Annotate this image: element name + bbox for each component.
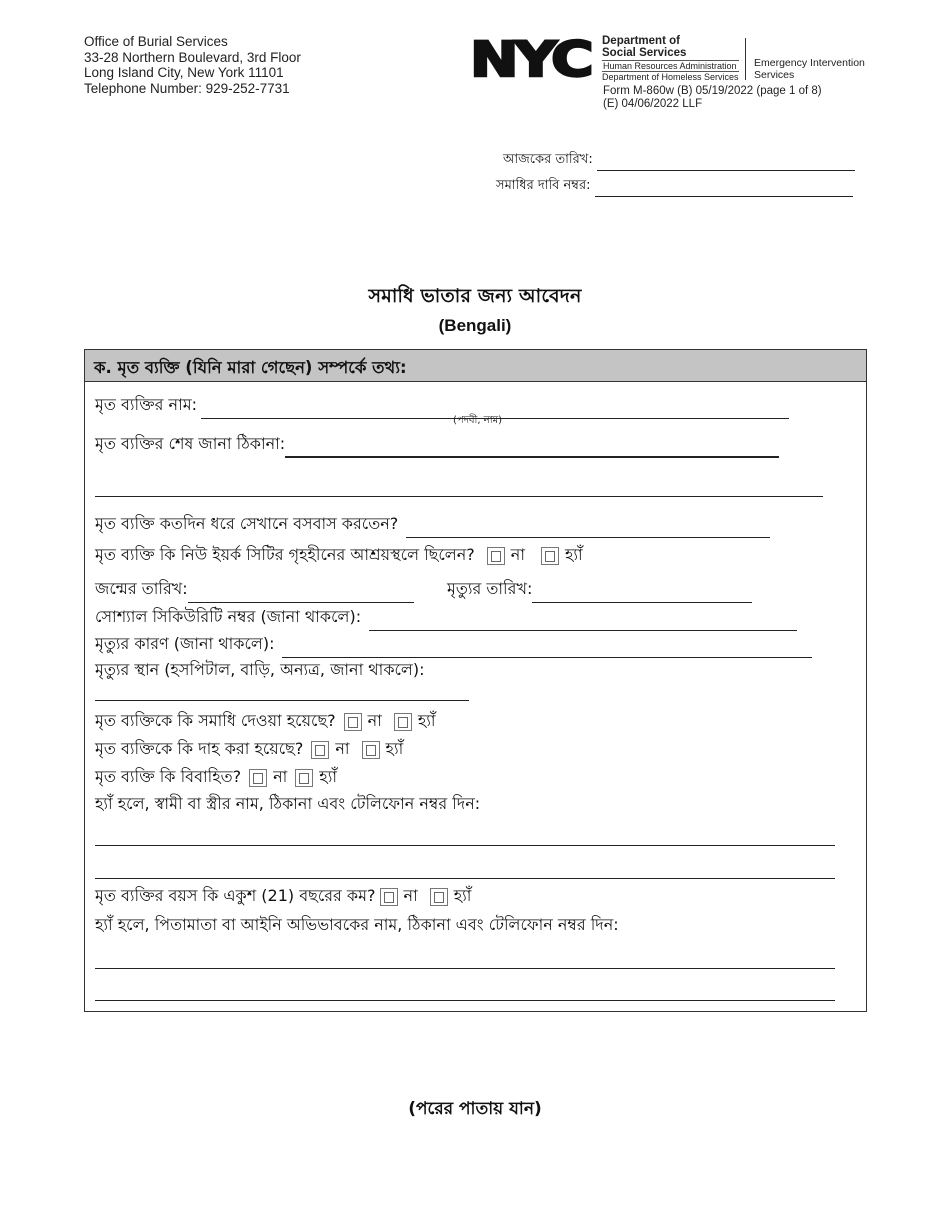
cremated-question-label: মৃত ব্যক্তিকে কি দাহ করা হয়েছে?: [95, 739, 304, 758]
under21-no-checkbox[interactable]: [380, 888, 398, 906]
cremated-question: [95, 736, 403, 763]
spouse-info-input-line2[interactable]: [95, 878, 835, 879]
today-date-input[interactable]: [597, 156, 855, 171]
date-of-birth-field: [95, 576, 414, 603]
cremated-yes-checkbox[interactable]: [362, 741, 380, 759]
today-date-field: [503, 150, 855, 171]
cause-of-death-label: মৃত্যুর কারণ (জানা থাকলে):: [95, 634, 275, 653]
married-question: [95, 764, 337, 791]
buried-no-label: না: [367, 711, 382, 730]
buried-yes-label: হ্যাঁ: [417, 711, 436, 730]
under21-yes-checkbox[interactable]: [430, 888, 448, 906]
guardian-info-input-line2[interactable]: [95, 1000, 835, 1001]
claim-number-input[interactable]: [595, 182, 853, 197]
office-address: [84, 34, 301, 96]
deceased-name-label: মৃত ব্যক্তির নাম:: [95, 395, 197, 414]
section-a-heading: ক. মৃত ব্যক্তি (যিনি মারা গেছেন) সম্পর্কে তথ্য:: [85, 350, 866, 382]
form-number: Form M-860w (B) 05/19/2022 (page 1 of 8) (E) 04/06/2022 LLF: [603, 85, 822, 110]
office-street: 33-28 Northern Boulevard, 3rd Floor: [84, 49, 301, 65]
nyc-logo-icon: [470, 36, 594, 80]
ssn-field: [95, 604, 797, 631]
married-yes-label: হ্যাঁ: [319, 767, 337, 786]
continue-next-page: (পরের পাতায় যান): [408, 1099, 542, 1119]
under21-question: [95, 883, 471, 910]
cause-of-death-field: [95, 631, 812, 658]
shelter-yes-checkbox[interactable]: [541, 547, 559, 565]
married-yes-checkbox[interactable]: [295, 769, 313, 787]
under21-no-label: না: [403, 886, 418, 905]
claim-number-field: [496, 176, 853, 197]
date-of-death-label: মৃত্যুর তারিখ:: [447, 579, 533, 598]
buried-yes-checkbox[interactable]: [394, 713, 412, 731]
unit-name: Emergency Intervention Services: [754, 57, 865, 81]
last-address-field: [95, 431, 779, 458]
svg-text:NYC: NYC: [470, 36, 591, 80]
residence-duration-input[interactable]: [406, 519, 770, 538]
residence-duration-field: [95, 511, 770, 538]
date-of-birth-label: জন্মের তারিখ:: [95, 579, 188, 598]
cause-of-death-input[interactable]: [282, 639, 812, 658]
residence-duration-label: মৃত ব্যক্তি কতদিন ধরে সেখানে বসবাস করতেন?: [95, 514, 399, 533]
married-question-label: মৃত ব্যক্তি কি বিবাহিত?: [95, 767, 242, 786]
shelter-no-label: না: [510, 545, 525, 564]
cremated-yes-label: হ্যাঁ: [385, 739, 404, 758]
married-no-checkbox[interactable]: [249, 769, 267, 787]
page-title: [0, 282, 950, 336]
title-main: সমাধি ভাতার জন্য আবেদন: [368, 285, 582, 307]
ssn-label: সোশ্যাল সিকিউরিটি নম্বর (জানা থাকলে):: [95, 607, 362, 626]
place-of-death-label: মৃত্যুর স্থান (হসপিটাল, বাড়ি, অন্যত্র, জানা থাকলে):: [95, 660, 425, 679]
ssn-input[interactable]: [369, 612, 797, 631]
last-address-input-line2[interactable]: [95, 496, 823, 497]
claim-number-label: সমাধির দাবি নম্বর:: [496, 178, 591, 193]
cremated-no-label: না: [335, 739, 350, 758]
department-name: Department of Social Services Human Resources Administration Department of Homeless Services: [602, 35, 739, 82]
shelter-yes-label: হ্যাঁ: [564, 545, 583, 564]
buried-no-checkbox[interactable]: [344, 713, 362, 731]
shelter-no-checkbox[interactable]: [487, 547, 505, 565]
under21-question-label: মৃত ব্যক্তির বয়স কি একুশ (21) বছরের কম?: [95, 886, 376, 905]
deceased-name-field: [95, 392, 789, 419]
office-name: Office of Burial Services: [84, 34, 228, 49]
place-of-death-input[interactable]: [95, 700, 469, 701]
name-hint: (পদবী, নাম): [453, 415, 503, 426]
shelter-question: [95, 542, 583, 569]
logo-divider: [745, 38, 746, 80]
today-date-label: আজকের তারিখ:: [503, 152, 593, 167]
date-of-death-input[interactable]: [532, 584, 752, 603]
under21-yes-label: হ্যাঁ: [453, 886, 472, 905]
married-no-label: না: [273, 767, 288, 786]
spouse-info-input-line1[interactable]: [95, 845, 835, 846]
office-city: Long Island City, New York 11101: [84, 65, 284, 80]
buried-question: [95, 708, 436, 735]
spouse-info-prompt: হ্যাঁ হলে, স্বামী বা স্ত্রীর নাম, ঠিকানা এবং টেলিফোন নম্বর দিন:: [95, 794, 481, 813]
section-a: [84, 349, 867, 1012]
office-phone: Telephone Number: 929-252-7731: [84, 80, 290, 96]
nyc-dss-logo: [470, 36, 870, 82]
last-address-input[interactable]: [285, 438, 779, 458]
date-of-death-field: [447, 576, 752, 603]
title-language: (Bengali): [438, 316, 512, 335]
place-of-death-field: [95, 657, 425, 684]
guardian-info-input-line1[interactable]: [95, 968, 835, 969]
date-of-birth-input[interactable]: [188, 584, 414, 603]
buried-question-label: মৃত ব্যক্তিকে কি সমাধি দেওয়া হয়েছে?: [95, 711, 336, 730]
shelter-question-label: মৃত ব্যক্তি কি নিউ ইয়র্ক সিটির গৃহহীনের আশ্রয়স্থলে ছিলেন?: [95, 545, 475, 564]
cremated-no-checkbox[interactable]: [311, 741, 329, 759]
guardian-info-prompt: হ্যাঁ হলে, পিতামাতা বা আইনি অভিভাবকের নাম, ঠিকানা এবং টেলিফোন নম্বর দিন:: [95, 915, 619, 934]
last-address-label: মৃত ব্যক্তির শেষ জানা ঠিকানা:: [95, 434, 286, 453]
